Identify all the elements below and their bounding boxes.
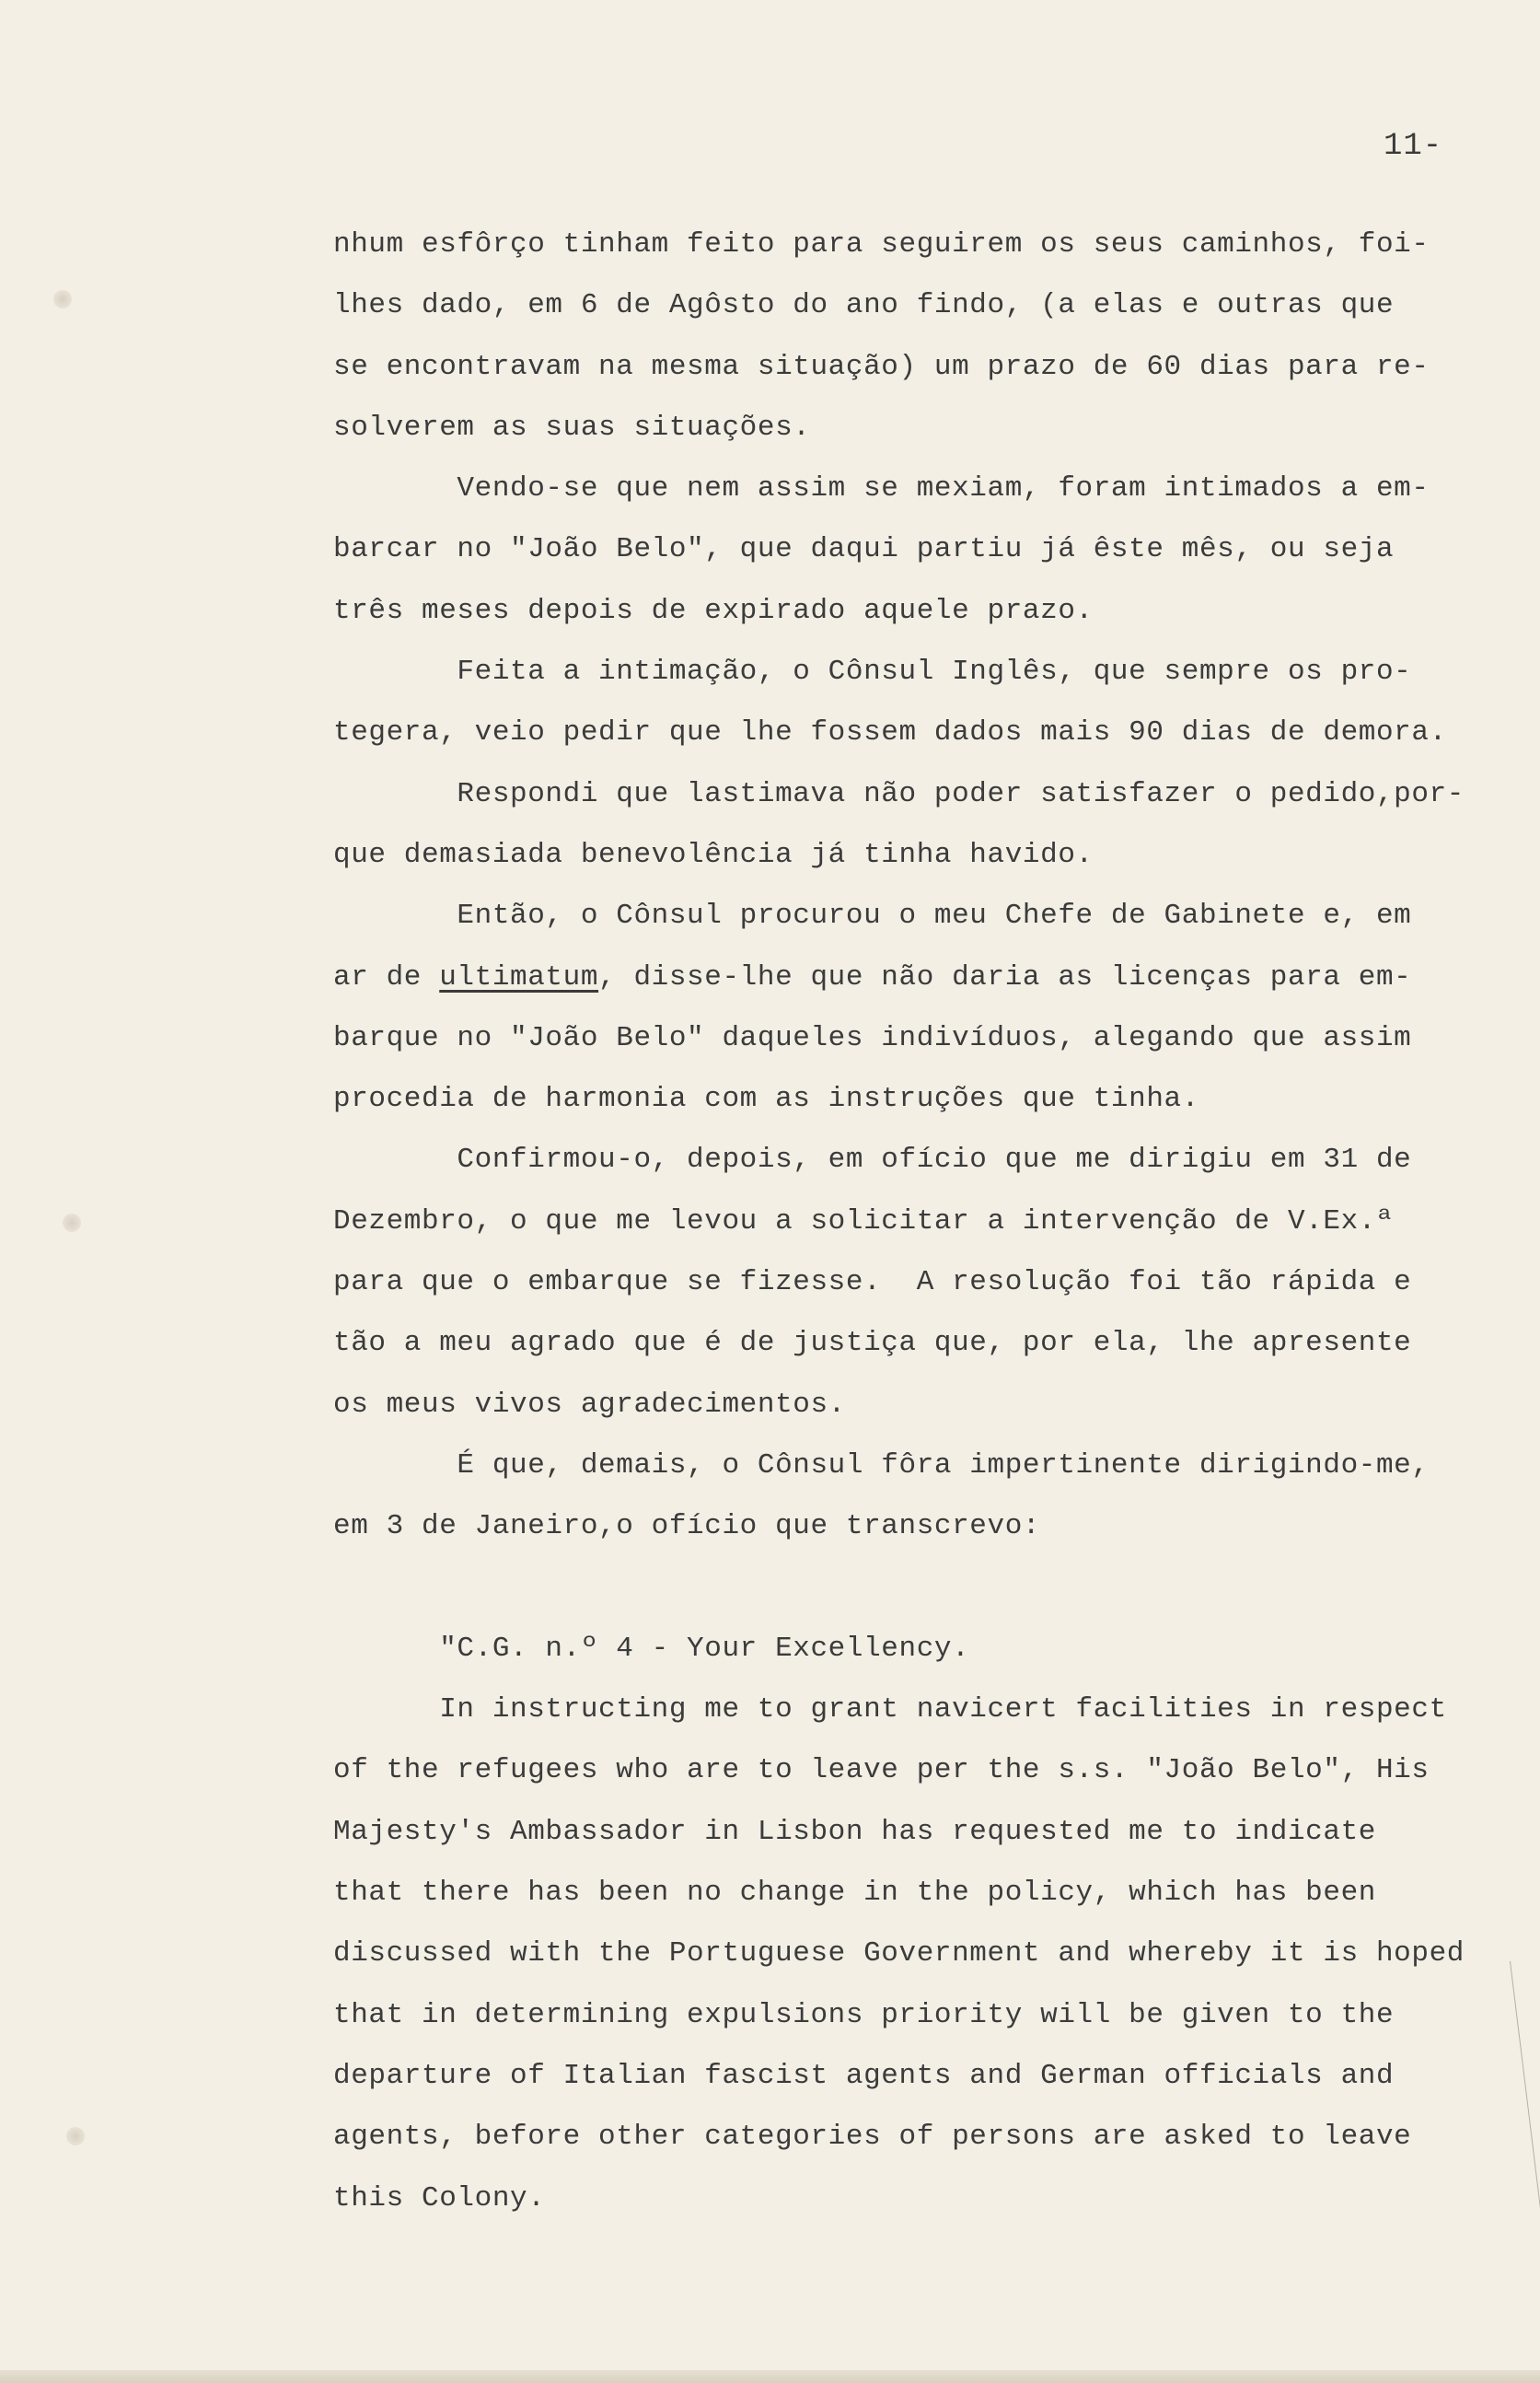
text-line: agents, before other categories of persons are asked to leave	[333, 2121, 1412, 2154]
text-line: that there has been no change in the policy, which has been	[333, 1877, 1376, 1910]
text-line: procedia de harmonia com as instruções que tinha.	[333, 1083, 1199, 1116]
text-line: tão a meu agrado que é de justiça que, por ela, lhe apresente	[333, 1327, 1412, 1360]
text-line: nhum esfôrço tinham feito para seguirem os seus caminhos, foi-	[333, 228, 1430, 261]
text-line: Dezembro, o que me levou a solicitar a intervenção de V.Ex.ª	[333, 1204, 1395, 1238]
text-line: em 3 de Janeiro,o ofício que transcrevo:	[333, 1510, 1041, 1543]
text-line: Vendo-se que nem assim se mexiam, foram intimados a em-	[333, 472, 1430, 506]
text-line: Então, o Cônsul procurou o meu Chefe de Gabinete e, em	[333, 900, 1412, 933]
text-line: Feita a intimação, o Cônsul Inglês, que sempre os pro-	[333, 656, 1412, 689]
text-line: discussed with the Portuguese Government and whereby it is hoped	[333, 1937, 1465, 1970]
text-line: In instructing me to grant navicert facilities in respect	[333, 1693, 1447, 1726]
text-line: that in determining expulsions priority will be given to the	[333, 1998, 1395, 2031]
punch-hole-middle	[63, 1214, 81, 1232]
punch-hole-bottom	[66, 2127, 85, 2145]
text-line: se encontravam na mesma situação) um prazo de 60 dias para re-	[333, 350, 1430, 383]
page-edge	[0, 2370, 1540, 2383]
text-line: que demasiada benevolência já tinha havido.	[333, 838, 1094, 871]
text-segment: , disse-lhe que não daria as licenças para em-	[598, 960, 1412, 994]
text-line: para que o embarque se fizesse. A resolução foi tão rápida e	[333, 1266, 1412, 1299]
punch-hole-top	[53, 290, 72, 308]
text-line: of the refugees who are to leave per the s.s. "João Belo", His	[333, 1754, 1430, 1787]
text-line: this Colony.	[333, 2181, 546, 2214]
text-segment: ar de	[333, 960, 440, 994]
text-line: Respondi que lastimava não poder satisfazer o pedido,por-	[333, 777, 1465, 810]
text-line: É que, demais, o Cônsul fôra impertinente dirigindo-me,	[333, 1448, 1430, 1482]
text-line: barcar no "João Belo", que daqui partiu já êste mês, ou seja	[333, 533, 1395, 566]
underlined-word: ultimatum	[439, 960, 599, 994]
text-line	[333, 947, 1511, 1008]
text-line: solverem as suas situações.	[333, 411, 811, 444]
letter-body	[333, 215, 1511, 2229]
text-line: barque no "João Belo" daqueles indivíduos, alegando que assim	[333, 1021, 1412, 1054]
text-line: Majesty's Ambassador in Lisbon has requested me to indicate	[333, 1815, 1376, 1848]
text-line: tegera, veio pedir que lhe fossem dados mais 90 dias de demora.	[333, 716, 1447, 750]
text-line: Confirmou-o, depois, em ofício que me dirigiu em 31 de	[333, 1144, 1412, 1177]
pencil-margin-mark	[1510, 1961, 1540, 2236]
text-line: três meses depois de expirado aquele prazo.	[333, 594, 1094, 627]
text-line: lhes dado, em 6 de Agôsto do ano findo, (a elas e outras que	[333, 289, 1395, 322]
text-line	[333, 1558, 1511, 1619]
text-line: "C.G. n.º 4 - Your Excellency.	[333, 1632, 970, 1665]
text-line: departure of Italian fascist agents and German officials and	[333, 2059, 1395, 2092]
text-line: os meus vivos agradecimentos.	[333, 1388, 846, 1421]
page-number: 11-	[1384, 129, 1443, 164]
